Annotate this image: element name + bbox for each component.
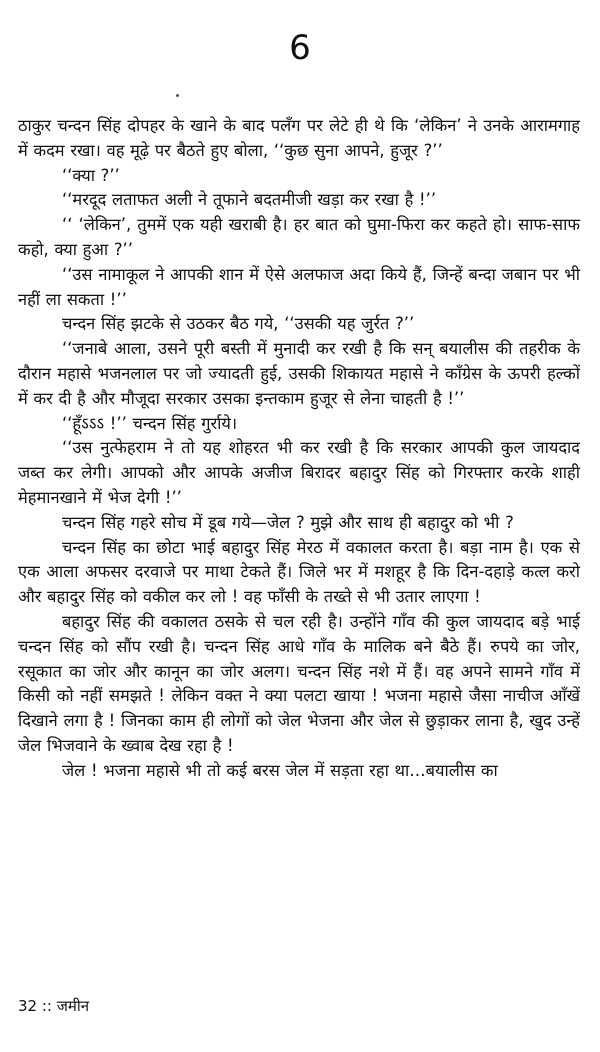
paragraph: ‘‘हूँऽऽऽ !’’ चन्दन सिंह गुर्राये। [62, 413, 238, 433]
paragraph: चन्दन सिंह का छोटा भाई बहादुर सिंह मेरठ में वकालत करता है। बड़ा नाम है। एक से एक आला अफसर दरवाजे पर माथा टेकते हैं। जिले भर में मशहूर है कि दिन-दहाड़े कत्ल करो और बहादुर सिंह को वकील कर लो ! वह फाँसी के तख्ते से भी उतार लाएगा ! [18, 537, 580, 607]
paragraph: ‘‘ ‘लेकिन’, तुममें एक यही खराबी है। हर बात को घुमा-फिरा कर कहते हो। साफ-साफ कहो, क्या हुआ ?’’ [18, 215, 580, 259]
paragraph: ‘‘उस नुत्फेहराम ने तो यह शोहरत भी कर रखी है कि सरकार आपकी कुल जायदाद जब्त कर लेगी। आपको और आपके अजीज बिरादर बहादुर सिंह को गिरफ्तार करके शाही मेहमानखाने में भेज देगी !’’ [18, 438, 580, 507]
paragraph: ‘‘जनाबे आला, उसने पूरी बस्ती में मुनादी कर रखी है कि सन् बयालीस की तहरीक के दौरान महासे भजनलाल पर जो ज्यादती हुई, उसकी शिकायत महासे ने काँग्रेस के ऊपरी हल्कों में कर दी है और मौजूदा सरकार उसका इन्तकाम हुजूर से लेना चाहती है !’’ [18, 339, 580, 408]
chapter-number: 6 [289, 28, 311, 68]
page-footer: 32 :: जमीन [18, 997, 90, 1015]
paragraph: ‘‘क्या ?’’ [62, 165, 120, 185]
paragraph: चन्दन सिंह गहरे सोच में डूब गये—जेल ? मुझे और साथ ही बहादुर को भी ? [62, 512, 514, 532]
print-speck [176, 94, 179, 97]
paragraph: ‘‘उस नामाकूल ने आपकी शान में ऐसे अलफाज अदा किये हैं, जिन्हें बन्दा जबान पर भी नहीं ला सकता !’’ [18, 264, 580, 309]
paragraph: जेल ! भजना महासे भी तो कई बरस जेल में सड़ता रहा था…बयालीस का [62, 760, 498, 780]
paragraph: ‘‘मरदूद लताफत अली ने तूफाने बदतमीजी खड़ा कर रखा है !’’ [62, 190, 437, 210]
paragraph: बहादुर सिंह की वकालत ठसके से चल रही है। उन्होंने गाँव की कुल जायदाद बड़े भाई चन्दन सिंह को सौंप रखी है। चन्दन सिंह आधे गाँव के मालिक बने बैठे हैं। रुपये का जोर, रसूकात का जोर और कानून का जोर अलग। चन्दन सिंह नशे में हैं। वह अपने सामने गाँव में किसी को नहीं समझते ! लेकिन वक्त ने क्या पलटा खाया ! भजना महासे जैसा नाचीज आँखें दिखाने लगा है ! जिनका काम ही लोगों को जेल भेजना और जेल से छुड़ाकर लाना है, खुद उन्हें जेल भिजवाने के ख्वाब देख रहा है ! [18, 611, 580, 755]
paragraph: चन्दन सिंह झटके से उठकर बैठ गये, ‘‘उसकी यह जुर्रत ?’’ [62, 314, 415, 334]
paragraph: ठाकुर चन्दन सिंह दोपहर के खाने के बाद पलँग पर लेटे ही थे कि ‘लेकिन’ ने उनके आरामगाह में कदम रखा। वह मूढ़े पर बैठते हुए बोला, ‘‘कुछ सुना आपने, हुजूर ?’’ [18, 116, 580, 160]
body-text [18, 114, 580, 784]
